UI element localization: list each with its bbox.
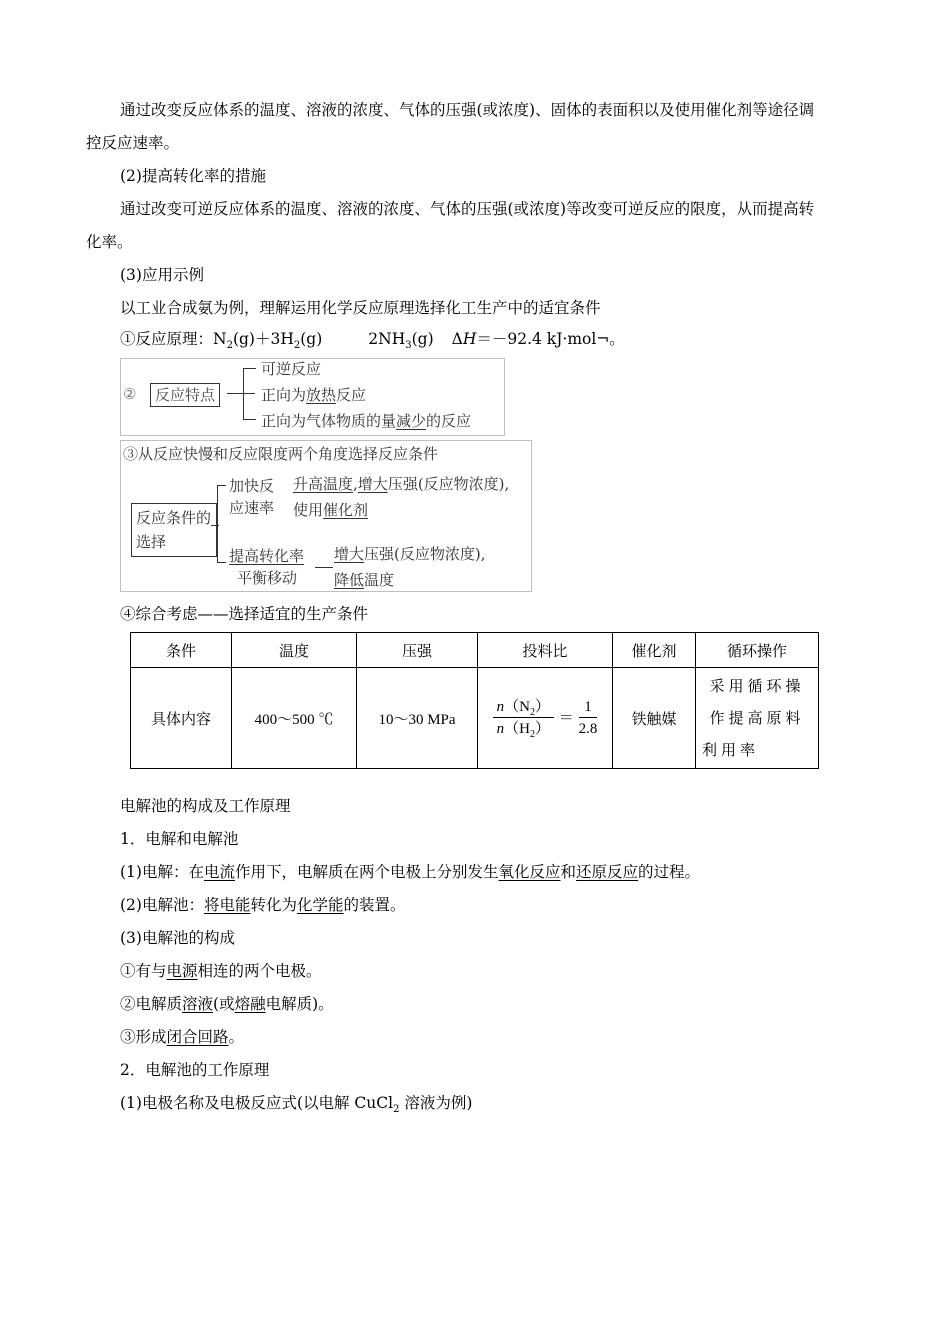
brace bbox=[243, 368, 256, 420]
row-label: 具体内容 bbox=[131, 668, 232, 769]
conversion-actions: 增大压强(反应物浓度), 降低温度 bbox=[334, 545, 486, 589]
para1-line2: 控反应速率。 bbox=[86, 134, 180, 152]
elec-p1: (1)电解：在电流作用下，电解质在两个电极上分别发生氧化反应和还原反应的过程。 bbox=[120, 863, 701, 881]
para2-line2: 化率。 bbox=[86, 233, 133, 251]
para2-line1: 通过改变可逆反应体系的温度、溶液的浓度、气体的压强(或浓度)等改变可逆反应的限度，从而提高转 bbox=[120, 200, 815, 218]
elec-s2: 2．电解池的工作原理 bbox=[120, 1061, 270, 1079]
reaction-features-diagram bbox=[120, 358, 505, 436]
rate-label: 加快反 应速率 bbox=[229, 477, 275, 517]
header-cell: 催化剂 bbox=[613, 633, 696, 668]
condition-selection-diagram bbox=[120, 440, 532, 592]
elec-p5: ②电解质溶液(或熔融电解质)。 bbox=[120, 995, 334, 1013]
elec-title: 电解池的构成及工作原理 bbox=[120, 797, 291, 815]
ratio-fraction: $\frac{n(N_2)}{n(H_2)}$ bbox=[493, 697, 554, 740]
circled-2: ② bbox=[123, 385, 137, 403]
condition-label: 反应条件的选择 bbox=[131, 503, 217, 557]
section-4: ④综合考虑——选择适宜的生产条件 bbox=[120, 605, 369, 623]
conditions-table bbox=[130, 632, 819, 769]
ratio-value: $\frac{1}{2.8}$ bbox=[578, 698, 598, 737]
ratio-cell: $\frac{n(N_2)}{n(H_2)}$ ＝ $\frac{1}{2.8}$ bbox=[478, 668, 613, 769]
table-header-row bbox=[131, 633, 819, 668]
elec-s1: 1．电解和电解池 bbox=[120, 830, 239, 848]
cycle-cell: 采用循环操作提高原料利用率 bbox=[696, 668, 819, 769]
feature-exothermic: 正向为放热反应 bbox=[261, 386, 367, 404]
diagram3-title: ③从反应快慢和反应限度两个角度选择反应条件 bbox=[123, 445, 439, 463]
elec-p4: ①有与电源相连的两个电极。 bbox=[120, 962, 322, 980]
header-cell: 压强 bbox=[357, 633, 478, 668]
brace bbox=[217, 485, 226, 563]
conversion-label: 提高转化率 平衡移动 bbox=[229, 547, 305, 587]
header-cell: 投料比 bbox=[478, 633, 613, 668]
elec-p3: (3)电解池的构成 bbox=[120, 929, 235, 947]
connector-line bbox=[315, 567, 333, 568]
header-cell: 循环操作 bbox=[696, 633, 819, 668]
table-row bbox=[131, 668, 819, 769]
reaction-line: ①反应原理：$N_2(g)+3H_2(g)$ $2NH_3(g)$ ΔH＝－92.4 kJ·mol¬。 bbox=[120, 330, 625, 351]
elec-p6: ③形成闭合回路。 bbox=[120, 1028, 245, 1046]
header-cell: 条件 bbox=[131, 633, 232, 668]
example-intro: 以工业合成氨为例，理解运用化学反应原理选择化工生产中的适宜条件 bbox=[120, 299, 601, 317]
temperature-cell: 400～500 ℃ bbox=[232, 668, 357, 769]
heading-2: (2)提高转化率的措施 bbox=[120, 167, 266, 185]
elec-p7: (1)电极名称及电极反应式(以电解 CuCl$_2$ 溶液为例) bbox=[120, 1094, 473, 1115]
heading-3: (3)应用示例 bbox=[120, 266, 204, 284]
pressure-cell: 10～30 MPa bbox=[357, 668, 478, 769]
features-label: 反应特点 bbox=[150, 383, 220, 407]
catalyst-cell: 铁触媒 bbox=[613, 668, 696, 769]
feature-reversible: 可逆反应 bbox=[261, 360, 322, 378]
para1-line1: 通过改变反应体系的温度、溶液的浓度、气体的压强(或浓度)、固体的表面积以及使用催化剂等途径调 bbox=[120, 101, 815, 119]
feature-gas-decrease: 正向为气体物质的量减少的反应 bbox=[261, 412, 472, 430]
elec-p2: (2)电解池：将电能转化为化学能的装置。 bbox=[120, 896, 406, 914]
header-cell: 温度 bbox=[232, 633, 357, 668]
rate-actions: 升高温度,增大压强(反应物浓度), 使用催化剂 bbox=[293, 475, 510, 519]
